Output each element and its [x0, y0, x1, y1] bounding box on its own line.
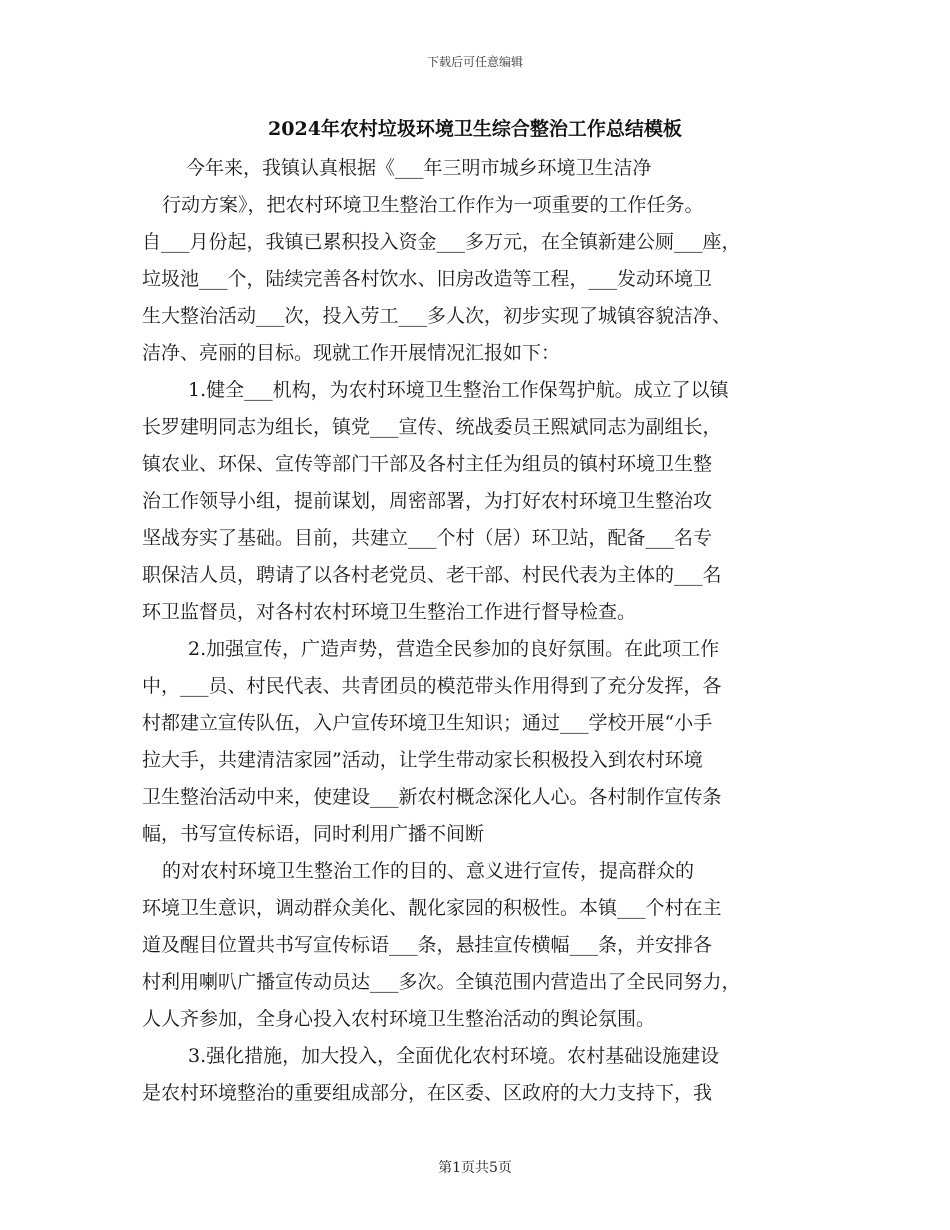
paragraph-line: 是农村环境整治的重要组成部分，在区委、区政府的大力支持下，我 [142, 1082, 713, 1104]
paragraph-line: 洁净、亮丽的目标。现就工作开展情况汇报如下： [142, 342, 561, 364]
paragraph-line: 村利用喇叭广播宣传动员达___多次。全镇范围内营造出了全民同努力， [142, 971, 741, 993]
paragraph-line: 2.加强宣传，广造声势，营造全民参加的良好氛围。在此项工作 [188, 638, 720, 660]
document-title: 2024年农村垃圾环境卫生综合整治工作总结模板 [268, 118, 682, 140]
paragraph-line: 镇农业、环保、宣传等部门干部及各村主任为组员的镇村环境卫生整 [142, 453, 713, 475]
paragraph-line: 人人齐参加，全身心投入农村环境卫生整治活动的舆论氛围。 [142, 1008, 656, 1030]
paragraph-line: 道及醒目位置共书写宣传标语___条，悬挂宣传横幅___条，并安排各 [142, 934, 713, 956]
paragraph-line: 村都建立宣传队伍，入户宣传环境卫生知识；通过___学校开展“小手 [142, 712, 713, 734]
header-note: 下载后可任意编辑 [426, 55, 523, 69]
paragraph-line: 幅，书写宣传标语，同时利用广播不间断 [142, 823, 485, 845]
paragraph-line: 今年来，我镇认真根据《___年三明市城乡环境卫生洁净 [186, 157, 652, 179]
paragraph-line: 治工作领导小组，提前谋划，周密部署，为打好农村环境卫生整治攻 [142, 490, 713, 512]
paragraph-line: 卫生整治活动中来，使建设___新农村概念深化人心。各村制作宣传条 [142, 786, 722, 808]
paragraph-line: 垃圾池___个，陆续完善各村饮水、旧房改造等工程，___发动环境卫 [142, 268, 713, 290]
document-body [142, 150, 814, 1112]
page-footer: 第1页共5页 [438, 1160, 512, 1176]
paragraph-line: 生大整治活动___次，投入劳工___多人次，初步实现了城镇容貌洁净、 [142, 305, 732, 327]
paragraph-line: 中，___员、村民代表、共青团员的模范带头作用得到了充分发挥，各 [142, 675, 722, 697]
paragraph-line: 环卫监督员，对各村农村环境卫生整治工作进行督导检查。 [142, 601, 637, 623]
paragraph-line: 拉大手，共建清洁家园”活动，让学生带动家长积极投入到农村环境 [142, 749, 703, 771]
paragraph-line: 职保洁人员，聘请了以各村老党员、老干部、村民代表为主体的___名 [142, 564, 722, 586]
paragraph-line: 3.强化措施，加大投入，全面优化农村环境。农村基础设施建设 [188, 1045, 720, 1067]
paragraph-line: 行动方案》，把农村环境卫生整治工作作为一项重要的工作任务。 [162, 194, 704, 216]
paragraph-line: 1.健全___机构，为农村环境卫生整治工作保驾护航。成立了以镇 [188, 379, 729, 401]
paragraph-line: 的对农村环境卫生整治工作的目的、意义进行宣传，提高群众的 [162, 860, 695, 882]
paragraph-line: 长罗建明同志为组长，镇党___宣传、统战委员王熙斌同志为副组长， [142, 416, 722, 438]
paragraph-line: 自___月份起，我镇已累积投入资金___多万元，在全镇新建公厕___座， [142, 231, 741, 253]
paragraph-line: 环境卫生意识，调动群众美化、靓化家园的积极性。本镇___个村在主 [142, 897, 722, 919]
paragraph-line: 坚战夯实了基础。目前，共建立___个村（居）环卫站，配备___名专 [142, 527, 713, 549]
